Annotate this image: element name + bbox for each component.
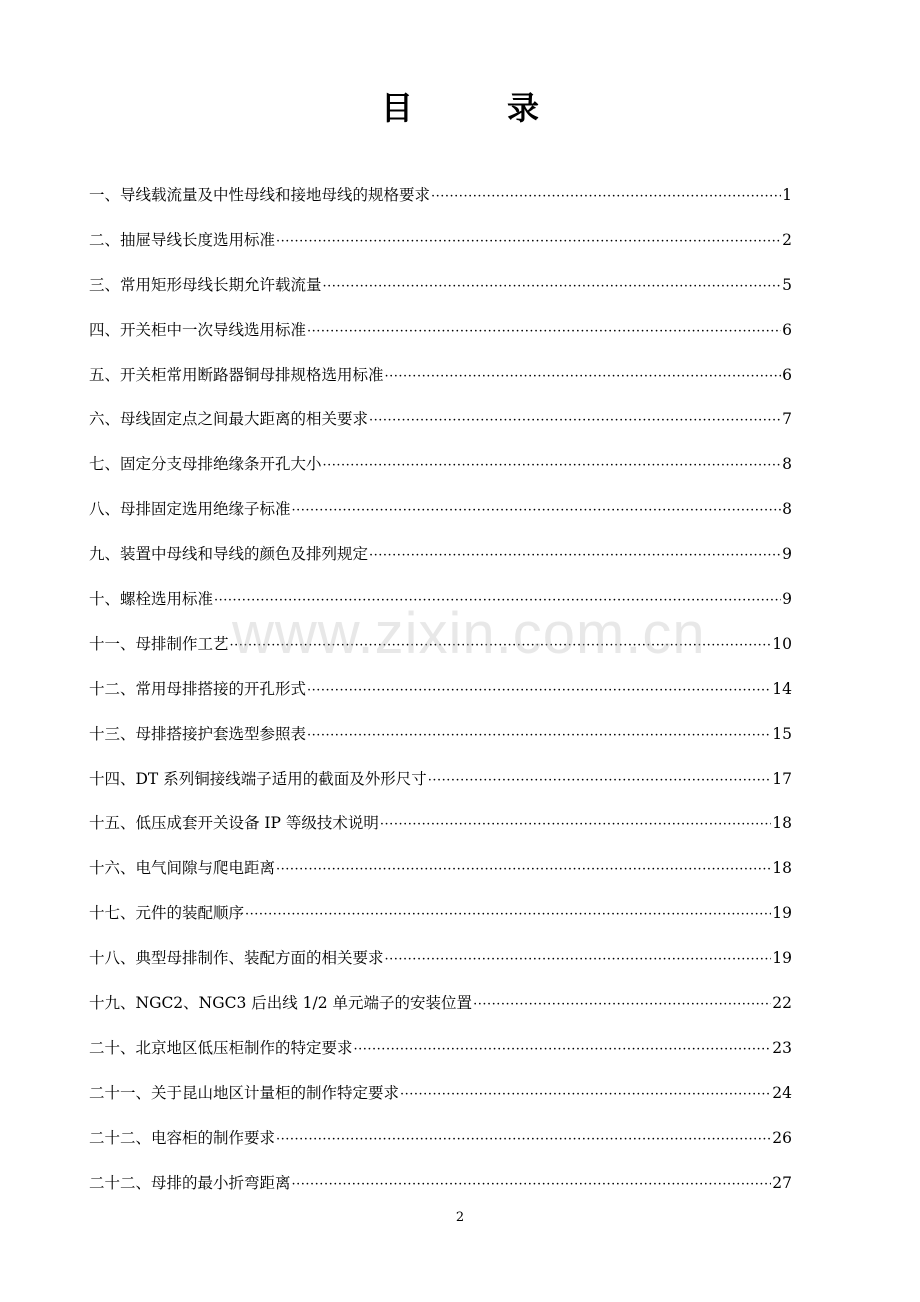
toc-entry-page: 6 (782, 320, 792, 339)
toc-entry-label: 九、装置中母线和导线的颜色及排列规定 (89, 545, 369, 564)
toc-leader-dots (245, 898, 771, 932)
toc-entry[interactable] (89, 1031, 792, 1076)
toc-entry-label: 十六、电气间隙与爬电距离 (89, 859, 276, 878)
toc-leader-dots (385, 360, 782, 394)
toc-entry-label: 十九、NGC2、NGC3 后出线 1/2 单元端子的安装位置 (89, 994, 473, 1013)
toc-leader-dots (385, 943, 772, 977)
toc-entry[interactable] (89, 537, 792, 582)
toc-leader-dots (276, 225, 781, 259)
toc-entry-label: 八、母排固定选用绝缘子标准 (89, 500, 291, 519)
toc-leader-dots (307, 674, 771, 708)
toc-leader-dots (292, 494, 782, 528)
toc-leader-dots (369, 404, 781, 438)
toc-entry-page: 19 (772, 904, 792, 923)
toc-entry-label: 十二、常用母排搭接的开孔形式 (89, 679, 307, 698)
toc-entry-label: 二十二、电容柜的制作要求 (89, 1128, 276, 1147)
toc-entry-page: 5 (782, 275, 792, 294)
toc-leader-dots (307, 719, 771, 753)
toc-entry-page: 27 (772, 1173, 792, 1192)
toc-entry-label: 二十二、母排的最小折弯距离 (89, 1173, 291, 1192)
toc-leader-dots (292, 1168, 772, 1202)
watermark: www.zixin.com.cn (232, 601, 706, 666)
toc-entry-page: 9 (782, 545, 792, 564)
toc-entry[interactable] (89, 941, 792, 986)
toc-entry-page: 15 (772, 724, 792, 743)
toc-entry-label: 四、开关柜中一次导线选用标准 (89, 320, 307, 339)
toc-entry-page: 6 (782, 365, 792, 384)
toc-entry[interactable] (89, 986, 792, 1031)
toc-entry-page: 22 (772, 994, 792, 1013)
toc-entry[interactable] (89, 896, 792, 941)
toc-entry[interactable] (89, 672, 792, 717)
page-number: 2 (455, 1210, 465, 1225)
toc-leader-dots (473, 988, 771, 1022)
title-char-1: 目 (380, 89, 413, 127)
toc-entry-label: 三、常用矩形母线长期允许载流量 (89, 275, 322, 294)
toc-leader-dots (428, 764, 772, 798)
toc-entry[interactable] (89, 447, 792, 492)
toc-entry-label: 十五、低压成套开关设备 IP 等级技术说明 (89, 814, 379, 833)
toc-entry[interactable] (89, 492, 792, 537)
toc-leader-dots (323, 449, 782, 483)
toc-entry[interactable] (89, 358, 792, 403)
toc-leader-dots (400, 1078, 771, 1112)
toc-entry-label: 十七、元件的装配顺序 (89, 904, 245, 923)
toc-leader-dots (380, 808, 771, 842)
table-of-contents (89, 178, 792, 1210)
toc-leader-dots (230, 629, 772, 663)
toc-entry-label: 十、螺栓选用标准 (89, 590, 214, 609)
toc-entry[interactable] (89, 1121, 792, 1166)
toc-entry[interactable] (89, 402, 792, 447)
toc-leader-dots (431, 180, 781, 214)
toc-entry[interactable] (89, 806, 792, 851)
toc-entry-page: 18 (772, 859, 792, 878)
toc-entry[interactable] (89, 268, 792, 313)
toc-entry-page: 17 (772, 769, 792, 788)
toc-entry-page: 7 (782, 410, 792, 429)
toc-entry-page: 18 (772, 814, 792, 833)
toc-entry[interactable] (89, 1076, 792, 1121)
toc-entry[interactable] (89, 1166, 792, 1211)
toc-entry[interactable] (89, 223, 792, 268)
toc-entry[interactable] (89, 851, 792, 896)
toc-entry-page: 1 (782, 186, 792, 204)
toc-entry-label: 十四、DT 系列铜接线端子适用的截面及外形尺寸 (89, 769, 427, 788)
toc-leader-dots (307, 315, 781, 349)
toc-entry-page: 9 (782, 590, 792, 609)
toc-entry-label: 二、抽屉导线长度选用标准 (89, 230, 276, 249)
toc-entry-page: 14 (772, 679, 792, 698)
toc-entry-label: 一、导线载流量及中性母线和接地母线的规格要求 (89, 186, 431, 204)
toc-entry-page: 23 (772, 1038, 792, 1057)
toc-leader-dots (276, 853, 771, 887)
toc-entry[interactable] (89, 582, 792, 627)
toc-leader-dots (354, 1033, 772, 1067)
toc-entry-page: 26 (772, 1128, 792, 1147)
toc-entry-page: 19 (772, 949, 792, 968)
toc-entry-page: 8 (782, 455, 792, 474)
toc-entry[interactable] (89, 762, 792, 807)
toc-entry-label: 二十一、关于昆山地区计量柜的制作特定要求 (89, 1083, 400, 1102)
toc-entry[interactable] (89, 627, 792, 672)
toc-entry-label: 十八、典型母排制作、装配方面的相关要求 (89, 949, 384, 968)
toc-entry[interactable] (89, 313, 792, 358)
toc-leader-dots (276, 1123, 771, 1157)
toc-entry[interactable] (89, 178, 792, 223)
toc-leader-dots (323, 270, 782, 304)
toc-entry-label: 七、固定分支母排绝缘条开孔大小 (89, 455, 322, 474)
toc-leader-dots (369, 539, 781, 573)
toc-entry-page: 10 (772, 634, 792, 653)
toc-entry-page: 8 (782, 500, 792, 519)
toc-entry-label: 十一、母排制作工艺 (89, 634, 229, 653)
toc-entry-page: 24 (772, 1083, 792, 1102)
toc-entry-label: 五、开关柜常用断路器铜母排规格选用标准 (89, 365, 384, 384)
toc-leader-dots (214, 584, 781, 618)
toc-entry-label: 二十、北京地区低压柜制作的特定要求 (89, 1038, 353, 1057)
toc-entry-page: 2 (782, 230, 792, 249)
toc-entry-label: 十三、母排搭接护套选型参照表 (89, 724, 307, 743)
title-char-2: 录 (507, 89, 540, 127)
toc-entry[interactable] (89, 717, 792, 762)
toc-entry-label: 六、母线固定点之间最大距离的相关要求 (89, 410, 369, 429)
page-title (0, 86, 920, 130)
